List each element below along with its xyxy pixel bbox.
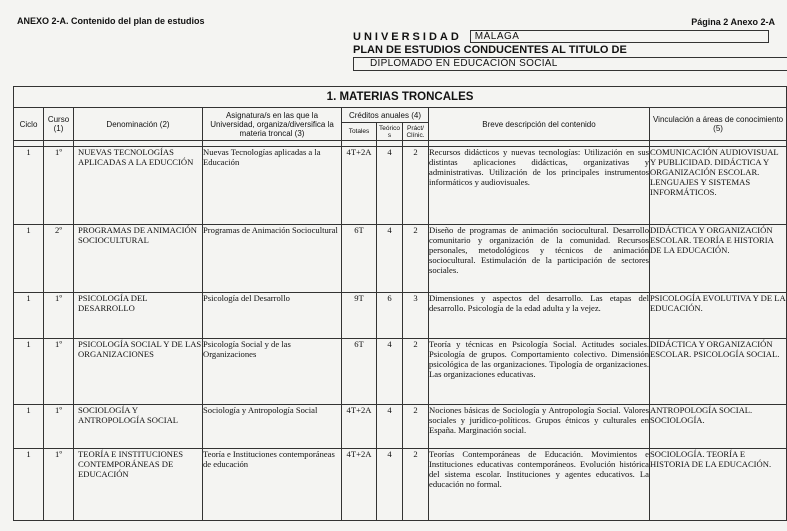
cell-totales: 6T — [342, 339, 377, 405]
cell-descripcion: Teoría y técnicas en Psicología Social. Actitudes sociales. Psicología de grupos. Comportamiento colectivo. Dimensión psicológica de las organizaciones. Tipología de organizaciones. Las organizaciones educativas. — [429, 339, 650, 405]
cell-ciclo: 1 — [14, 225, 44, 293]
cell-totales: 9T — [342, 293, 377, 339]
cell-curso: 1º — [44, 147, 74, 225]
cell-totales: 6T — [342, 225, 377, 293]
cell-vinculacion: ANTROPOLOGÍA SOCIAL. SOCIOLOGÍA. — [650, 405, 787, 449]
cell-totales: 4T+2A — [342, 449, 377, 521]
col-curso: Curso (1) — [44, 108, 74, 141]
cell-practicos: 3 — [403, 293, 429, 339]
col-ciclo: Ciclo — [14, 108, 44, 141]
university-label: UNIVERSIDAD — [353, 31, 462, 43]
cell-vinculacion: COMUNICACIÓN AUDIOVISUAL Y PUBLICIDAD. DIDÁCTICA Y ORGANIZACIÓN ESCOLAR. LENGUAJES Y SISTEMAS INFORMÁTICOS. — [650, 147, 787, 225]
cell-teoricos: 4 — [377, 339, 403, 405]
table-row — [14, 225, 787, 293]
cell-totales: 4T+2A — [342, 147, 377, 225]
cell-descripcion: Nociones básicas de Sociología y Antropología Social. Valores sociales y jurídico-políticos. Grupos étnicos y culturales en España. Marginación social. — [429, 405, 650, 449]
cell-denominacion: PSICOLOGÍA SOCIAL Y DE LAS ORGANIZACIONES — [74, 339, 203, 405]
cell-asignatura: Psicología Social y de las Organizaciones — [203, 339, 342, 405]
cell-vinculacion: PSICOLOGÍA EVOLUTIVA Y DE LA EDUCACIÓN. — [650, 293, 787, 339]
cell-ciclo: 1 — [14, 293, 44, 339]
col-descripcion: Breve descripción del contenido — [429, 108, 650, 141]
cell-ciclo: 1 — [14, 339, 44, 405]
cell-teoricos: 4 — [377, 449, 403, 521]
cell-practicos: 2 — [403, 339, 429, 405]
cell-practicos: 2 — [403, 225, 429, 293]
cell-practicos: 2 — [403, 405, 429, 449]
cell-practicos: 2 — [403, 449, 429, 521]
cell-curso: 1º — [44, 449, 74, 521]
cell-ciclo: 1 — [14, 405, 44, 449]
table-row — [14, 293, 787, 339]
cell-curso: 1º — [44, 339, 74, 405]
col-creditos: Créditos anuales (4) — [342, 108, 429, 123]
cell-curso: 1º — [44, 405, 74, 449]
col-practicos: Práct/ Clínic. — [403, 123, 429, 141]
cell-denominacion: PROGRAMAS DE ANIMACIÓN SOCIOCULTURAL — [74, 225, 203, 293]
university-field: MÁLAGA — [470, 30, 769, 43]
cell-practicos: 2 — [403, 147, 429, 225]
cell-asignatura: Programas de Animación Sociocultural — [203, 225, 342, 293]
cell-vinculacion: DIDÁCTICA Y ORGANIZACIÓN ESCOLAR. PSICOLOGÍA SOCIAL. — [650, 339, 787, 405]
cell-curso: 1º — [44, 293, 74, 339]
cell-denominacion: TEORÍA E INSTITUCIONES CONTEMPORÁNEAS DE EDUCACIÓN — [74, 449, 203, 521]
cell-descripcion: Recursos didácticos y nuevas tecnologías: Utilización en sus distintas aplicaciones didácticas, organizativas y administrativas. Utilización de los principales instrumentos informáticos y audiovisuales. — [429, 147, 650, 225]
cell-denominacion: NUEVAS TECNOLOGÍAS APLICADAS A LA EDUCCIÓN — [74, 147, 203, 225]
table-row — [14, 405, 787, 449]
degree-field: DIPLOMADO EN EDUCACIÓN SOCIAL — [353, 57, 787, 71]
cell-vinculacion: DIDÁCTICA Y ORGANIZACIÓN ESCOLAR. TEORÍA E HISTORIA DE LA EDUCACIÓN. — [650, 225, 787, 293]
cell-teoricos: 6 — [377, 293, 403, 339]
troncales-table — [13, 86, 787, 521]
cell-denominacion: PSICOLOGÍA DEL DESARROLLO — [74, 293, 203, 339]
cell-teoricos: 4 — [377, 225, 403, 293]
cell-vinculacion: SOCIOLOGÍA. TEORÍA E HISTORIA DE LA EDUCACIÓN. — [650, 449, 787, 521]
col-totales: Totales — [342, 123, 377, 141]
page-label: Página 2 Anexo 2-A — [691, 17, 775, 27]
cell-descripcion: Teorías Contemporáneas de Educación. Movimientos e Instituciones educativas contemporáneos. Evolución histórica del sistema escolar. Instituciones y agentes educativos. La educación no formal. — [429, 449, 650, 521]
cell-asignatura: Psicología del Desarrollo — [203, 293, 342, 339]
col-denominacion: Denominación (2) — [74, 108, 203, 141]
col-asignaturas: Asignatura/s en las que la Universidad, organiza/diversifica la materia troncal (3) — [203, 108, 342, 141]
cell-totales: 4T+2A — [342, 405, 377, 449]
annex-title: ANEXO 2-A. Contenido del plan de estudios — [17, 16, 205, 26]
cell-teoricos: 4 — [377, 147, 403, 225]
cell-descripcion: Dimensiones y aspectos del desarrollo. Las etapas del desarrollo. Psicología de la edad adulta y la vejez. — [429, 293, 650, 339]
col-teoricos: Teórico s — [377, 123, 403, 141]
cell-asignatura: Nuevas Tecnologías aplicadas a la Educación — [203, 147, 342, 225]
table-row — [14, 449, 787, 521]
cell-teoricos: 4 — [377, 405, 403, 449]
university-row — [353, 31, 769, 43]
plan-title: PLAN DE ESTUDIOS CONDUCENTES AL TITULO DE — [353, 44, 627, 56]
cell-ciclo: 1 — [14, 147, 44, 225]
cell-curso: 2º — [44, 225, 74, 293]
table-row — [14, 339, 787, 405]
cell-asignatura: Sociología y Antropología Social — [203, 405, 342, 449]
table-row — [14, 147, 787, 225]
cell-denominacion: SOCIOLOGÍA Y ANTROPOLOGÍA SOCIAL — [74, 405, 203, 449]
cell-asignatura: Teoría e Instituciones contemporáneas de educación — [203, 449, 342, 521]
col-vinculacion: Vinculación a áreas de conocimiento (5) — [650, 108, 787, 141]
section-title: 1. MATERIAS TRONCALES — [14, 87, 787, 108]
cell-ciclo: 1 — [14, 449, 44, 521]
cell-descripcion: Diseño de programas de animación sociocultural. Desarrollo comunitario y organización de la comunidad. Recursos personales, metodológicos y técnicos de animación sociocultural. Estimulación de la participación de sectores sociales. — [429, 225, 650, 293]
